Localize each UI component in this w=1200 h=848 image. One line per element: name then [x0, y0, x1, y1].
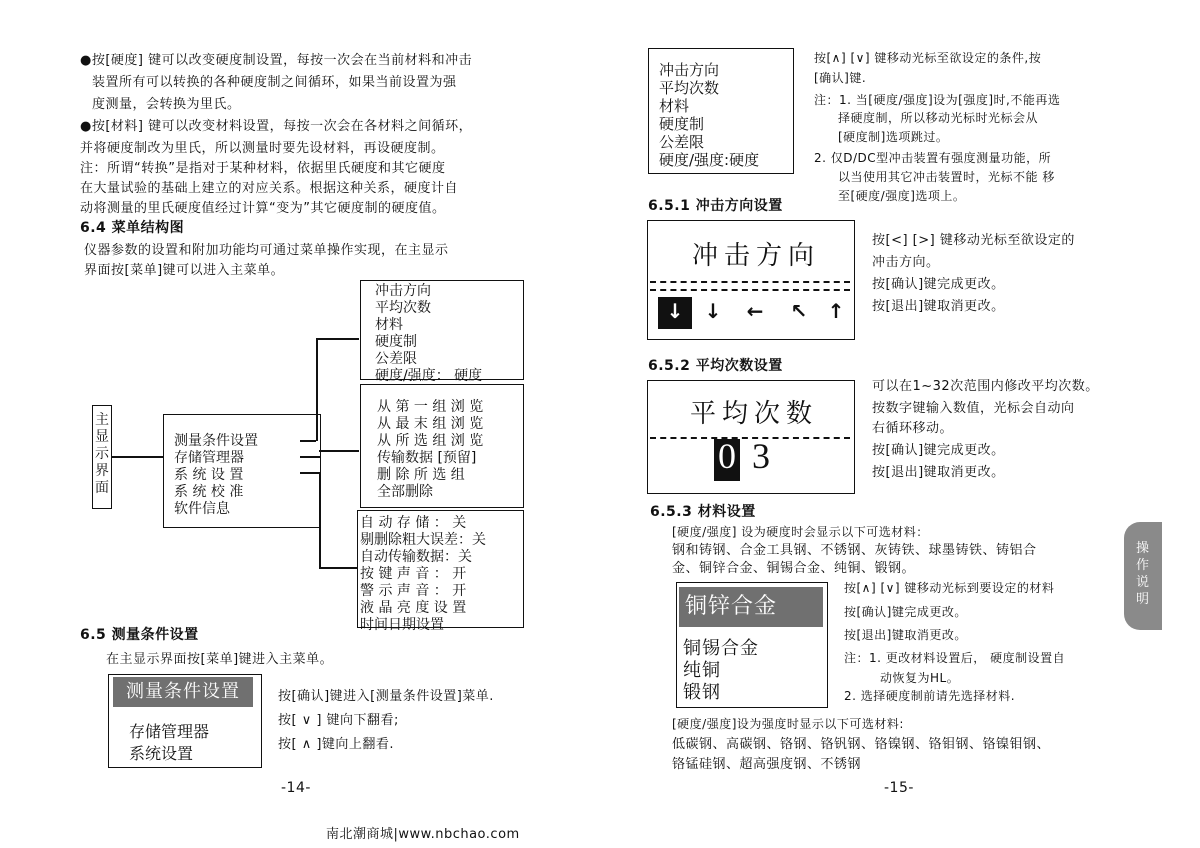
measure-submenu-item: 材料 — [375, 317, 403, 333]
material-note: 按[确认]键完成更改。 — [844, 605, 967, 619]
main-display-box — [92, 405, 112, 509]
average-note: 按[确认]键完成更改。 — [872, 443, 1005, 458]
section-6-5-title: 6.5 测量条件设置 — [80, 627, 199, 643]
material-note: 按[退出]键取消更改。 — [844, 628, 967, 642]
main-menu-list — [174, 433, 258, 518]
material-lcd-selected: 铜锌合金 — [679, 587, 823, 627]
measure-note: 按[∧] [∨] 键移动光标至欲设定的条件,按 — [814, 51, 1042, 65]
system-submenu-item: 按 键 声 音 ： 开 — [360, 566, 467, 582]
measure-submenu-box — [360, 280, 524, 384]
section-6-5-3-title: 6.5.3 材料设置 — [650, 504, 756, 520]
storage-submenu-item: 全部删除 — [377, 484, 433, 500]
material-lcd — [676, 582, 828, 708]
main-menu-item: 存储管理器 — [174, 450, 244, 466]
connector-measure — [300, 440, 316, 442]
lcd-main-menu-selected: 测量条件设置 — [113, 677, 253, 707]
average-note: 按[退出]键取消更改。 — [872, 465, 1005, 480]
page-number-left: -14- — [281, 780, 311, 796]
side-tab-label: 操作说明 — [1135, 541, 1149, 607]
measure-submenu-item: 公差限 — [375, 351, 417, 367]
storage-submenu-item: 从 第 一 组 浏 览 — [377, 399, 484, 415]
measure-conditions-list-box — [648, 48, 794, 174]
impact-note: 按[确认]键完成更改。 — [872, 277, 1005, 292]
section-6-5-2-title: 6.5.2 平均次数设置 — [648, 358, 783, 374]
lcd-main-menu-item: 系统设置 — [129, 744, 194, 763]
storage-submenu-list — [377, 399, 483, 501]
impact-note: 按[<] [>] 键移动光标至欲设定的 — [872, 233, 1075, 248]
average-count-digit[interactable]: 0 — [718, 436, 736, 476]
section-6-5-body: 在主显示界面按[菜单]键进入主菜单。 — [106, 652, 334, 667]
direction-left-icon[interactable]: ← — [746, 299, 764, 323]
storage-submenu-box — [360, 384, 524, 508]
connector-system — [300, 472, 320, 474]
impact-note: 按[退出]键取消更改。 — [872, 299, 1005, 314]
measure-note: 至[硬度/强度]选项上。 — [838, 189, 966, 203]
measure-conditions-list — [659, 61, 759, 169]
average-count-title: 平均次数 — [690, 399, 819, 429]
impact-note: 冲击方向。 — [872, 255, 940, 270]
section-6-4-title: 6.4 菜单结构图 — [80, 220, 185, 236]
main-menu-item: 系 统 设 置 — [174, 467, 244, 483]
measure-note: [确认]键. — [814, 71, 867, 85]
main-menu-item: 软件信息 — [174, 501, 230, 517]
section-6-4-body-line1: 仪器参数的设置和附加功能均可通过菜单操作实现，在主显示 — [84, 243, 449, 258]
bullet-hardness-line3: 度测量，会转换为里氏。 — [92, 97, 241, 112]
material-note: 按[∧] [∨] 键移动光标到要设定的材料 — [844, 581, 1055, 595]
storage-submenu-item: 删 除 所 选 组 — [377, 467, 465, 483]
direction-up-icon[interactable]: ↑ — [827, 299, 845, 323]
average-note: 右循环移动。 — [872, 421, 954, 436]
measure-submenu-list — [375, 283, 482, 385]
material-note: 动恢复为HL。 — [880, 671, 960, 685]
direction-down-icon[interactable]: ↓ — [704, 299, 722, 323]
average-count-lcd — [647, 380, 855, 494]
material-intro: 金、铜锌合金、铜锡合金、纯铜、锻钢。 — [672, 561, 916, 576]
system-submenu-item: 时间日期设置 — [360, 617, 444, 633]
material-intro: 钢和铸钢、合金工具钢、不锈钢、灰铸铁、球墨铸铁、铸铝合 — [672, 543, 1037, 558]
footer-watermark: 南北潮商城|www.nbchao.com — [326, 827, 520, 842]
material-note: 2. 选择硬度制前请先选择材料. — [844, 689, 1016, 703]
measure-condition-item: 平均次数 — [659, 79, 720, 97]
system-submenu-box — [357, 510, 524, 633]
bullet-material-line1: ●按[材料] 键可以改变材料设置，每按一次会在各材料之间循环， — [80, 119, 473, 134]
measure-condition-item: 材料 — [659, 97, 690, 115]
strength-intro: 低碳钢、高碳钢、铬钢、铬钒钢、铬镍钢、铬钼钢、铬镍钼钢、 — [672, 737, 1051, 752]
bullet-hardness-line1: ●按[硬度] 键可以改变硬度制设置，每按一次会在当前材料和冲击 — [80, 53, 473, 68]
material-note: 注：1. 更改材料设置后， 硬度制设置自 — [844, 651, 1066, 665]
bullet-hardness-line2: 装置所有可以转换的各种硬度制之间循环，如果当前设置为强 — [92, 75, 457, 90]
measure-note: 注：1. 当[硬度/强度]设为[强度]时,不能再选 — [814, 93, 1061, 107]
measure-submenu-item: 平均次数 — [375, 300, 431, 316]
storage-submenu-item: 传输数据 [预留] — [377, 450, 477, 466]
average-note: 按数字键输入数值，光标会自动向 — [872, 401, 1075, 416]
system-submenu-list — [360, 515, 486, 634]
measure-note: 以当使用其它冲击装置时，光标不能 移 — [838, 170, 1055, 184]
measure-condition-item: 硬度制 — [659, 115, 705, 133]
main-menu-item: 测量条件设置 — [174, 433, 258, 449]
material-lcd-item: 锻钢 — [683, 682, 721, 703]
system-submenu-item: 警 示 声 音 ： 开 — [360, 583, 467, 599]
main-menu-box — [163, 414, 321, 528]
connector-main — [111, 456, 163, 458]
average-count-digit[interactable]: 3 — [752, 436, 770, 476]
system-submenu-item: 自 动 存 储 ： 关 — [360, 515, 467, 531]
bullet-material-line2: 并将硬度制改为里氏，所以测量时要先设材料，再设硬度制。 — [80, 141, 445, 156]
bullet-material-line5: 动将测量的里氏硬度值经过计算“变为”其它硬度制的硬度值。 — [80, 201, 446, 216]
strength-intro: [硬度/强度]设为强度时显示以下可选材料: — [672, 717, 904, 731]
system-submenu-item: 液 晶 亮 度 设 置 — [360, 600, 467, 616]
material-intro: [硬度/强度] 设为硬度时会显示以下可选材料： — [672, 525, 929, 539]
average-note: 可以在1~32次范围内修改平均次数。 — [872, 379, 1099, 394]
strength-intro: 铬锰硅钢、超高强度钢、不锈钢 — [672, 757, 862, 772]
impact-direction-lcd — [647, 220, 855, 340]
measure-submenu-item: 冲击方向 — [375, 283, 431, 299]
section-6-4-body-line2: 界面按[菜单]键可以进入主菜单。 — [84, 263, 285, 278]
measure-condition-item: 冲击方向 — [659, 61, 720, 79]
connector-storage — [300, 456, 320, 458]
measure-submenu-item: 硬度制 — [375, 334, 417, 350]
lcd-main-menu-item: 存储管理器 — [129, 722, 210, 741]
main-display-label: 主显示界面 — [95, 412, 109, 496]
side-tab[interactable] — [1124, 522, 1162, 630]
system-submenu-item: 自动传输数据：关 — [360, 549, 472, 565]
measure-note: 择硬度制，所以移动光标时光标会从 — [838, 111, 1039, 125]
material-lcd-item: 纯铜 — [683, 660, 721, 681]
measure-condition-item: 公差限 — [659, 133, 705, 151]
section-6-5-1-title: 6.5.1 冲击方向设置 — [648, 198, 783, 214]
bullet-material-line4: 在大量试验的基础上建立的对应关系。根据这种关系，硬度计自 — [80, 181, 459, 196]
direction-up-left-icon[interactable]: ↖ — [790, 299, 808, 323]
measure-condition-item: 硬度/强度:硬度 — [659, 151, 760, 169]
material-lcd-item: 铜锡合金 — [683, 638, 759, 659]
storage-submenu-item: 从 所 选 组 浏 览 — [377, 433, 484, 449]
impact-direction-title: 冲击方向 — [692, 241, 821, 271]
lcd-main-menu-note: 按[ ∨ ] 键向下翻看; — [278, 713, 399, 728]
measure-note: 2. 仅D/DC型冲击装置有强度测量功能，所 — [814, 151, 1052, 165]
measure-note: [硬度制]选项跳过。 — [838, 130, 949, 144]
direction-down-icon[interactable]: ↓ — [666, 299, 684, 323]
storage-submenu-item: 从 最 末 组 浏 览 — [377, 416, 484, 432]
page-number-right: -15- — [884, 780, 914, 796]
lcd-main-menu-note: 按[ ∧ ]键向上翻看. — [278, 737, 395, 752]
bullet-material-line3: 注：所谓“转换”是指对于某种材料，依据里氏硬度和其它硬度 — [80, 161, 446, 176]
main-menu-item: 系 统 校 准 — [174, 484, 244, 500]
measure-submenu-item: 硬度/强度： 硬度 — [375, 368, 483, 384]
lcd-main-menu-note: 按[确认]键进入[测量条件设置]菜单. — [278, 689, 494, 704]
lcd-main-menu — [108, 674, 262, 768]
system-submenu-item: 剔删除粗大误差：关 — [360, 532, 486, 548]
